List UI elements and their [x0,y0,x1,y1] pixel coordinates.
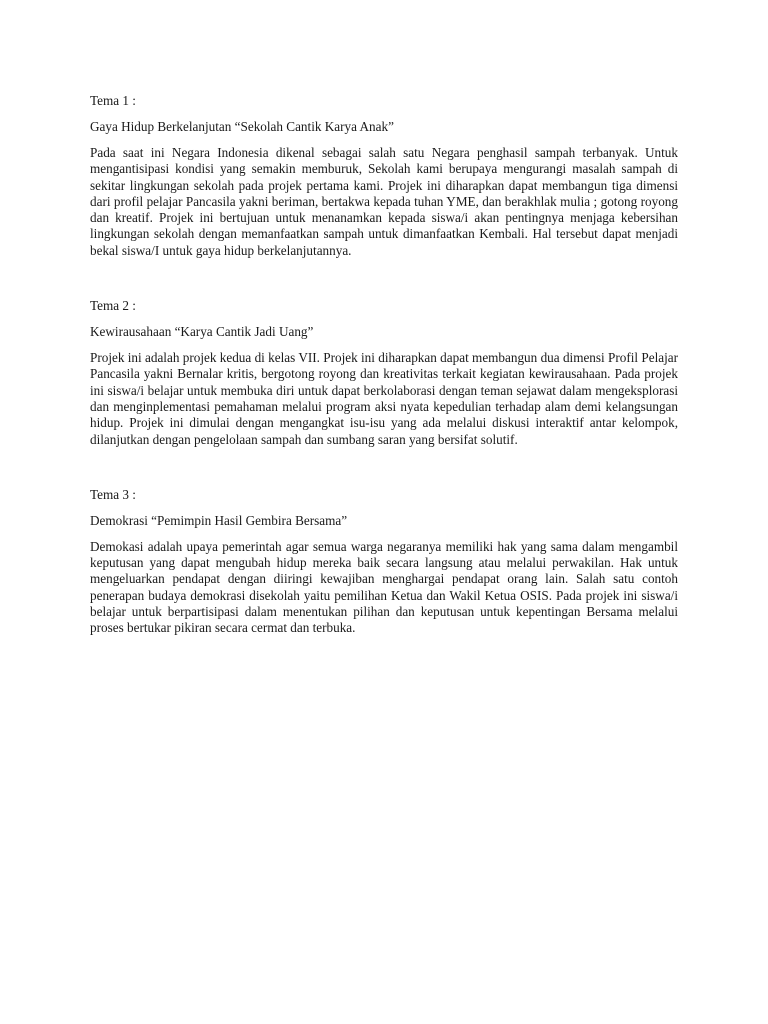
document-page [90,93,678,676]
theme-label: Tema 1 : [90,93,136,108]
theme-section-1 [90,93,678,259]
theme-body: Pada saat ini Negara Indonesia dikenal sebagai salah satu Negara penghasil sampah terbanyak. Untuk mengantisipasi kondisi yang semakin memburuk, Sekolah kami berupaya mengurangi masalah sampah di sekitar lingkungan sekolah pada projek pertama kami. Projek ini diharapkan dapat membangun tiga dimensi dari profil pelajar Pancasila yakni beriman, bertakwa kepada tuhan YME, dan berakhlak mulia ; gotong royong dan kreatif. Projek ini bertujuan untuk menanamkan kepada siswa/i akan pentingnya menjaga kebersihan lingkungan sekolah dengan memanfaatkan sampah untuk dimanfaatkan Kembali. Hal tersebut dapat menjadi bekal siswa/I untuk gaya hidup berkelanjutannya. [90,145,678,258]
theme-section-3 [90,487,678,637]
theme-title: Kewirausahaan “Karya Cantik Jadi Uang” [90,324,314,340]
theme-section-2 [90,298,678,448]
theme-title: Demokrasi “Pemimpin Hasil Gembira Bersama” [90,512,348,528]
theme-body: Demokasi adalah upaya pemerintah agar semua warga negaranya memiliki hak yang sama dalam mengambil keputusan yang dapat mengubah hidup mereka baik secara langsung atau melalui perwakilan. Hak untuk mengeluarkan pendapat dengan diiringi kewajiban menghargai pendapat orang lain. Salah satu contoh penerapan budaya demokrasi disekolah yaitu pemilihan Ketua dan Wakil Ketua OSIS. Pada projek ini siswa/i belajar untuk berpartisipasi dalam menentukan pilihan dan keputusan untuk kepentingan Bersama melalui proses bertukar pikiran secara cermat dan terbuka. [90,538,678,636]
theme-body: Projek ini adalah projek kedua di kelas VII. Projek ini diharapkan dapat membangun dua dimensi Profil Pelajar Pancasila yakni Bernalar kritis, bergotong royong dan kreativitas terkait kegiatan kewirausahaan. Pada projek ini siswa/i belajar untuk membuka diri untuk dapat berkolaborasi dengan teman sejawat dalam mengeksplorasi dan menginplementasi pemahaman melalui program aksi nyata kepedulian terhadap alam demi kelangsungan hidup. Projek ini dimulai dengan mengangkat isu-isu yang ada melalui diskusi interaktif antar kelompok, dilanjutkan dengan pengelolaan sampah dan sumbang saran yang bersifat solutif. [90,350,678,447]
theme-label: Tema 3 : [90,486,136,502]
theme-title: Gaya Hidup Berkelanjutan “Sekolah Cantik Karya Anak” [90,119,394,134]
theme-label: Tema 2 : [90,298,136,314]
